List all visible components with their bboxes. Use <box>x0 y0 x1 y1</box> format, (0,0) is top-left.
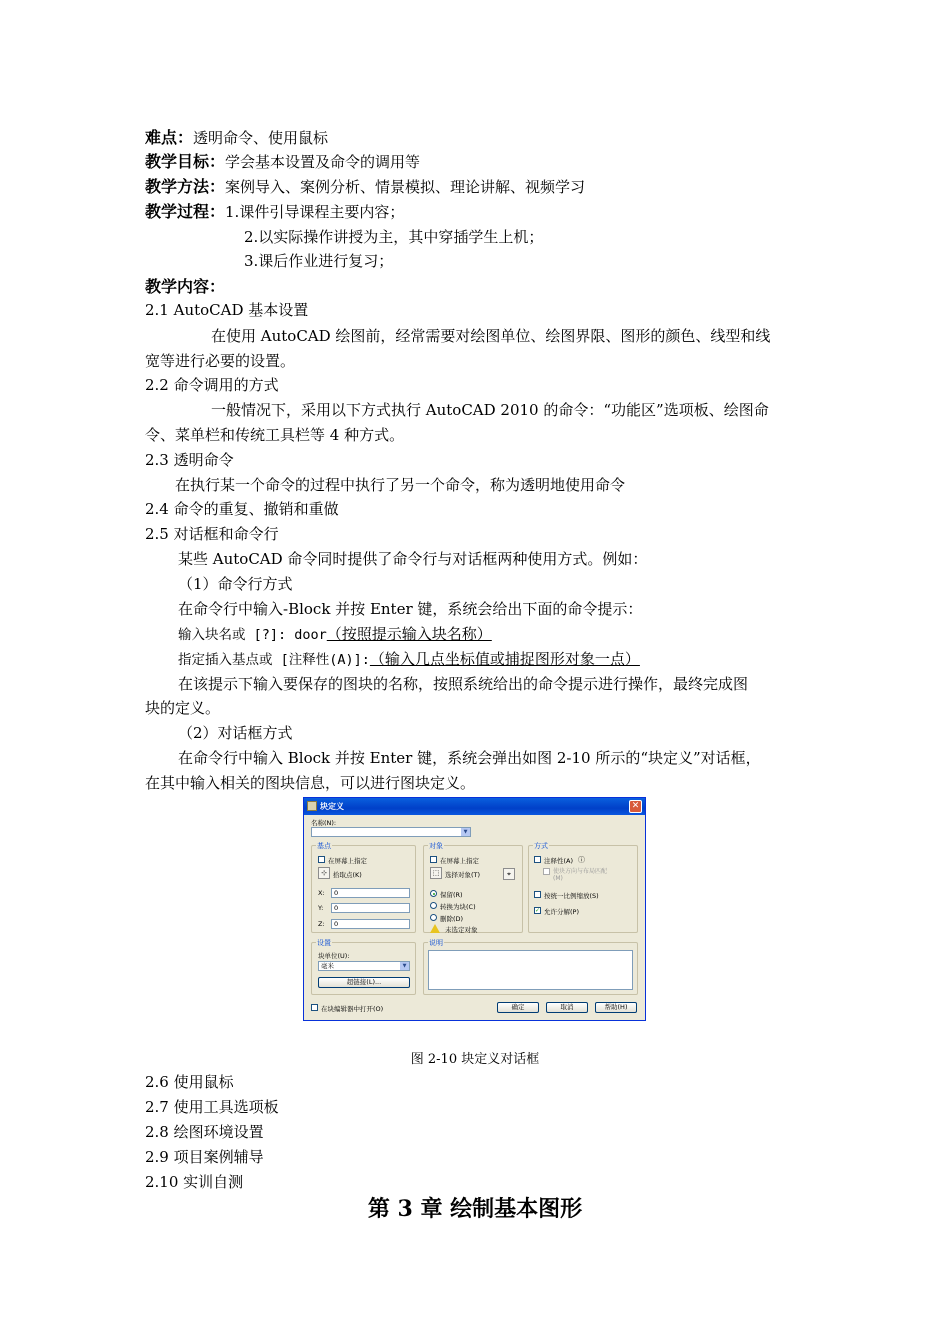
ok-button[interactable]: 确定 <box>497 1002 539 1013</box>
z-label: Z: <box>318 920 325 928</box>
app-icon <box>307 801 317 811</box>
quick-select-icon[interactable]: ⌖ <box>503 868 515 880</box>
behavior-title: 方式 <box>534 842 548 850</box>
x-input[interactable]: 0 <box>331 888 410 898</box>
para-2-1b: 宽等进行必要的设置。 <box>145 352 296 370</box>
info-icon[interactable]: ⓘ <box>578 856 585 864</box>
unit-select[interactable]: 毫米 ▼ <box>318 961 410 971</box>
chevron-down-icon[interactable]: ▼ <box>400 962 409 970</box>
para-2-5a: （1）命令行方式 <box>178 575 293 593</box>
z-input[interactable]: 0 <box>331 919 410 929</box>
section-2-9: 2.9 项目案例辅导 <box>145 1148 264 1166</box>
y-label: Y: <box>318 904 324 912</box>
obj-onscreen-checkbox[interactable] <box>430 856 437 863</box>
para-2-5c: 在该提示下输入要保存的图块的名称，按照系统给出的命令提示进行操作，最终完成图 <box>178 675 749 693</box>
allow-explode-label: 允许分解(P) <box>544 908 579 916</box>
obj-onscreen-label: 在屏幕上指定 <box>440 857 479 865</box>
y-input[interactable]: 0 <box>331 903 410 913</box>
unit-label: 块单位(U): <box>318 952 350 960</box>
dialog-title: 块定义 <box>320 802 344 811</box>
warning-icon <box>430 924 440 933</box>
objects-title: 对象 <box>429 842 443 850</box>
para-2-2a: 一般情况下，采用以下方式执行 AutoCAD 2010 的命令：“功能区”选项板、绘图命 <box>211 401 769 419</box>
cancel-button[interactable]: 取消 <box>546 1002 588 1013</box>
dialog-titlebar <box>304 798 645 815</box>
convert-radio[interactable] <box>430 902 437 909</box>
open-editor-label: 在块编辑器中打开(O) <box>321 1005 384 1013</box>
delete-label: 删除(D) <box>440 915 464 923</box>
section-2-3: 2.3 透明命令 <box>145 451 234 469</box>
retain-label: 保留(R) <box>440 891 463 899</box>
convert-label: 转换为块(C) <box>440 903 476 911</box>
base-onscreen-checkbox[interactable] <box>318 856 325 863</box>
annotative-label: 注释性(A) <box>544 857 574 865</box>
block-definition-dialog <box>303 797 646 1021</box>
settings-title: 设置 <box>317 939 331 947</box>
para-2-5b: 在命令行中输入-Block 并按 Enter 键，系统会给出下面的命令提示： <box>178 600 643 618</box>
section-2-6: 2.6 使用鼠标 <box>145 1073 234 1091</box>
cmd-line-1: 输入块名或 [?]: door（按照提示输入块名称） <box>178 625 492 643</box>
select-objects-icon[interactable]: ⬚ <box>430 867 442 879</box>
base-onscreen-label: 在屏幕上指定 <box>328 857 367 865</box>
x-label: X: <box>318 889 325 897</box>
line-process: 教学过程：1.课件引导课程主要内容； <box>145 202 405 221</box>
open-editor-checkbox[interactable] <box>311 1004 318 1011</box>
name-input[interactable] <box>311 827 471 837</box>
allow-explode-checkbox[interactable]: ✓ <box>535 907 541 914</box>
description-title: 说明 <box>429 939 443 947</box>
para-2-2b: 令、菜单栏和传统工具栏等 4 种方式。 <box>145 426 405 444</box>
help-button[interactable]: 帮助(H) <box>595 1002 637 1013</box>
line-process-3: 3.课后作业进行复习； <box>244 252 394 270</box>
section-2-8: 2.8 绘图环境设置 <box>145 1123 264 1141</box>
description-textarea[interactable] <box>428 950 633 990</box>
section-2-7: 2.7 使用工具选项板 <box>145 1098 279 1116</box>
para-2-1a: 在使用 AutoCAD 绘图前，经常需要对绘图单位、绘图界限、图形的颜色、线型和线 <box>211 327 771 345</box>
line-content: 教学内容： <box>145 277 226 296</box>
scale-uniform-checkbox[interactable] <box>534 891 541 898</box>
retain-radio[interactable] <box>430 890 437 897</box>
para-2-5g: 在其中输入相关的图块信息，可以进行图块定义。 <box>145 774 476 792</box>
section-2-1: 2.1 AutoCAD 基本设置 <box>145 301 309 319</box>
section-2-4: 2.4 命令的重复、撤销和重做 <box>145 500 339 518</box>
pick-point-icon[interactable]: ⊹ <box>318 867 330 879</box>
section-2-2: 2.2 命令调用的方式 <box>145 376 279 394</box>
scale-uniform-label: 按统一比例缩放(S) <box>544 892 599 900</box>
hyperlink-button[interactable]: 超链接(L)... <box>318 977 410 988</box>
figure-caption: 图 2-10 块定义对话框 <box>410 1052 540 1067</box>
pick-point-label: 拾取点(K) <box>333 871 362 879</box>
line-process-2: 2.以实际操作讲授为主，其中穿插学生上机； <box>244 228 544 246</box>
match-orient-checkbox[interactable] <box>543 868 550 875</box>
para-2-3: 在执行某一个命令的过程中执行了另一个命令，称为透明地使用命令 <box>175 476 626 494</box>
line-difficulty: 难点：透明命令、使用鼠标 <box>145 128 329 147</box>
select-objects-label: 选择对象(T) <box>445 871 481 879</box>
para-2-5: 某些 AutoCAD 命令同时提供了命令行与对话框两种使用方式。例如： <box>178 550 648 568</box>
line-method: 教学方法：案例导入、案例分析、情景模拟、理论讲解、视频学习 <box>145 177 586 196</box>
para-2-5d: 块的定义。 <box>145 699 221 717</box>
name-label: 名称(N): <box>311 819 337 827</box>
para-2-5f: 在命令行中输入 Block 并按 Enter 键，系统会弹出如图 2-10 所示的“块定义”对话框， <box>178 749 761 767</box>
line-goal: 教学目标：学会基本设置及命令的调用等 <box>145 152 421 171</box>
para-2-5e: （2）对话框方式 <box>178 724 293 742</box>
none-selected-label: 未选定对象 <box>445 926 478 934</box>
match-orient-label: 使块方向与布局匹配(M) <box>553 868 608 882</box>
section-2-5: 2.5 对话框和命令行 <box>145 525 279 543</box>
chevron-down-icon[interactable]: ▼ <box>461 828 470 836</box>
delete-radio[interactable] <box>430 914 437 921</box>
section-2-10: 2.10 实训自测 <box>145 1173 244 1191</box>
annotative-checkbox[interactable] <box>534 856 541 863</box>
cmd-line-2: 指定插入基点或 [注释性(A)]:（输入几点坐标值或捕捉图形对象一点） <box>178 650 640 668</box>
chapter-title: 第 3 章 绘制基本图形 <box>367 1196 583 1222</box>
base-point-title: 基点 <box>317 842 331 850</box>
close-button[interactable]: ✕ <box>629 800 642 813</box>
